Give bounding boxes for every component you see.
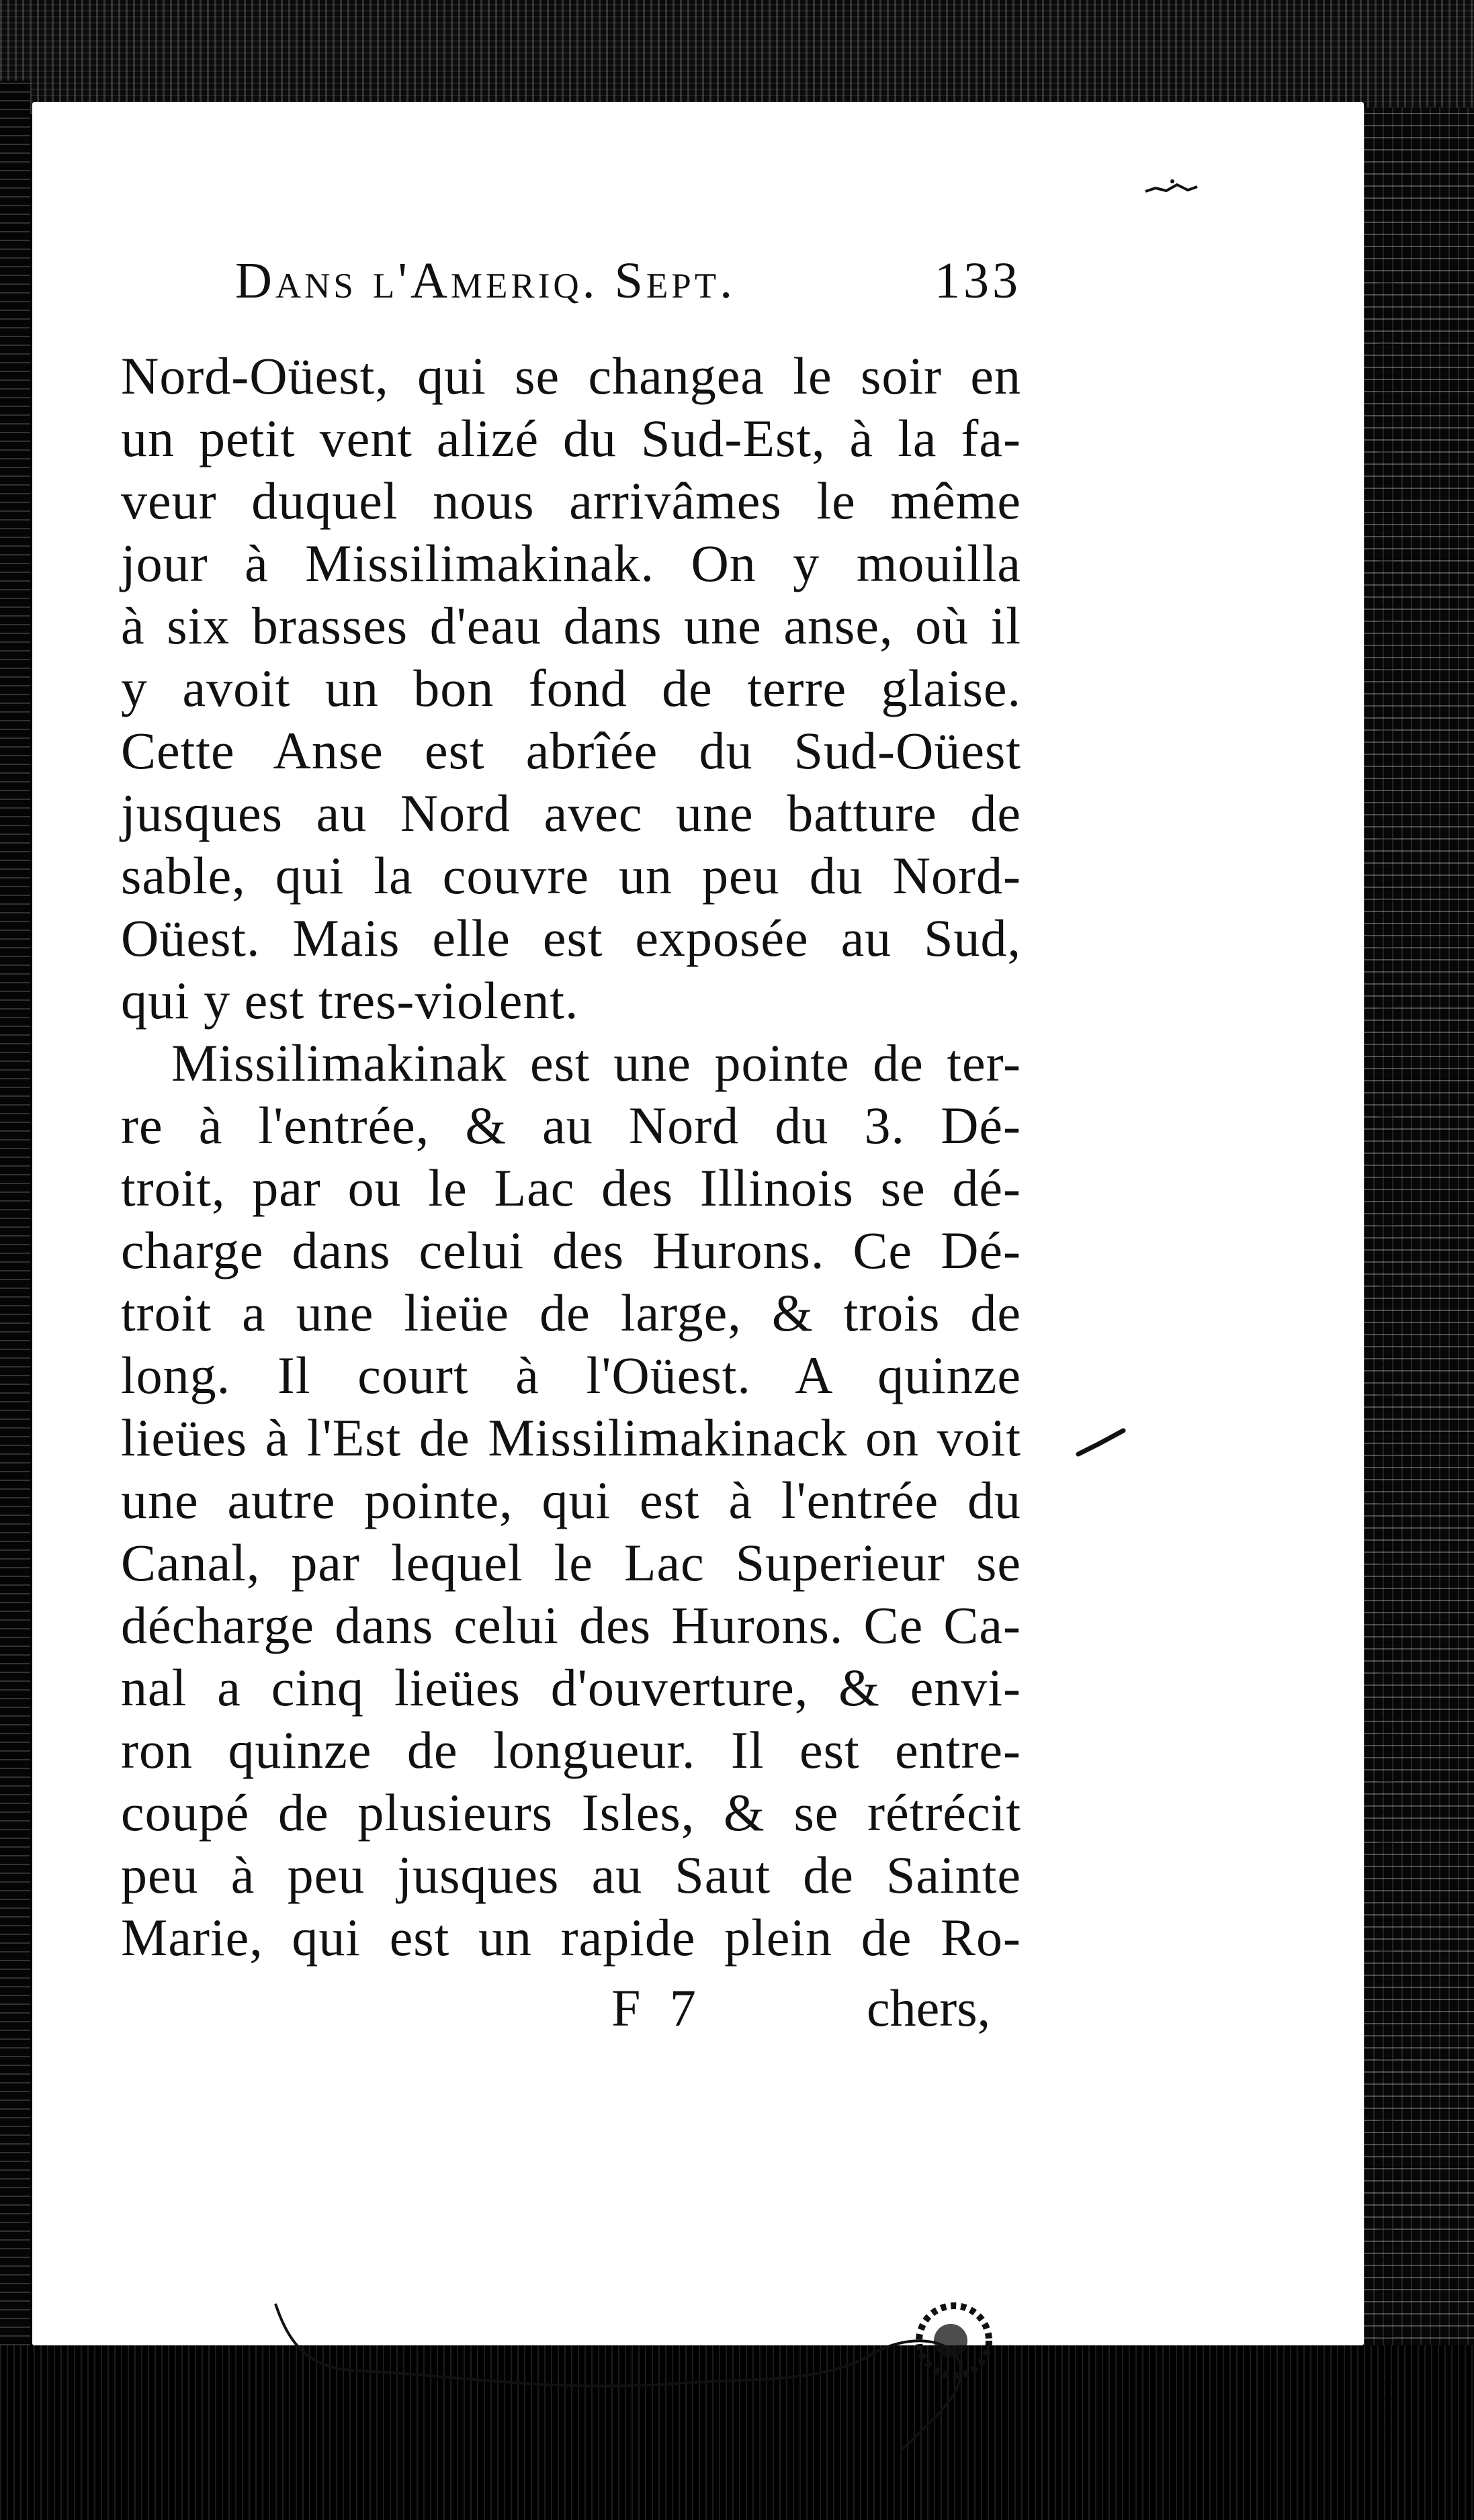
margin-tick-mark (1075, 1424, 1129, 1464)
text-line: troit, par ou le Lac des Illinois se dé- (121, 1159, 1021, 1217)
text-line: y avoit un bon fond de terre glaise. (121, 659, 1021, 717)
text-line: peu à peu jusques au Saut de Sainte (121, 1846, 1021, 1904)
text-line: qui y est tres-violent. (121, 971, 579, 1030)
text-line: Oüest. Mais elle est exposée au Sud, (121, 909, 1021, 967)
text-line: décharge dans celui des Hurons. Ce Ca- (121, 1596, 1021, 1654)
text-line: lieües à l'Est de Missilimakinack on voit (121, 1408, 1021, 1467)
text-line: une autre pointe, qui est à l'entrée du (121, 1471, 1021, 1529)
text-line: long. Il court à l'Oüest. A quinze (121, 1346, 1021, 1404)
text-line: à six brasses d'eau dans une anse, où il (121, 596, 1021, 655)
text-line: Marie, qui est un rapide plein de Ro- (121, 1908, 1021, 1967)
text-line: un petit vent alizé du Sud-Est, à la fa- (121, 409, 1021, 467)
running-head (235, 252, 1021, 326)
text-line: jusques au Nord avec une batture de (121, 784, 1021, 842)
text-line: charge dans celui des Hurons. Ce Dé- (121, 1221, 1021, 1279)
scanner-top-noise (0, 0, 1474, 114)
paragraph-start-line: Missilimakinak est une pointe de ter- (171, 1034, 1021, 1092)
text-line: coupé de plusieurs Isles, & se rétrécit (121, 1783, 1021, 1842)
page-number: 133 (935, 253, 1021, 309)
text-line: Cette Anse est abrîée du Sud-Oüest (121, 721, 1021, 780)
page-fore-edge-shadow (1379, 230, 1393, 2446)
text-line: sable, qui la couvre un peu du Nord- (121, 846, 1021, 905)
thread-stain-mark (262, 2277, 1001, 2465)
text-line: veur duquel nous arrivâmes le même (121, 471, 1021, 530)
text-line: re à l'entrée, & au Nord du 3. Dé- (121, 1096, 1021, 1155)
text-line: jour à Missilimakinak. On y mouilla (121, 534, 1021, 592)
text-line: Canal, par lequel le Lac Superieur se (121, 1533, 1021, 1592)
text-line: Nord-Oüest, qui se changea le soir en (121, 347, 1021, 405)
running-head-title: Dans l'Ameriq. Sept. (235, 253, 736, 309)
signature-mark: F 7 (611, 1979, 704, 2037)
catchword: chers, (867, 1979, 991, 2037)
ink-speck-mark (1142, 171, 1203, 205)
scanner-left-noise (0, 81, 30, 2520)
text-line: troit a une lieüe de large, & trois de (121, 1284, 1021, 1342)
text-line: ron quinze de longueur. Il est entre- (121, 1721, 1021, 1779)
text-line: nal a cinq lieües d'ouverture, & envi- (121, 1658, 1021, 1717)
